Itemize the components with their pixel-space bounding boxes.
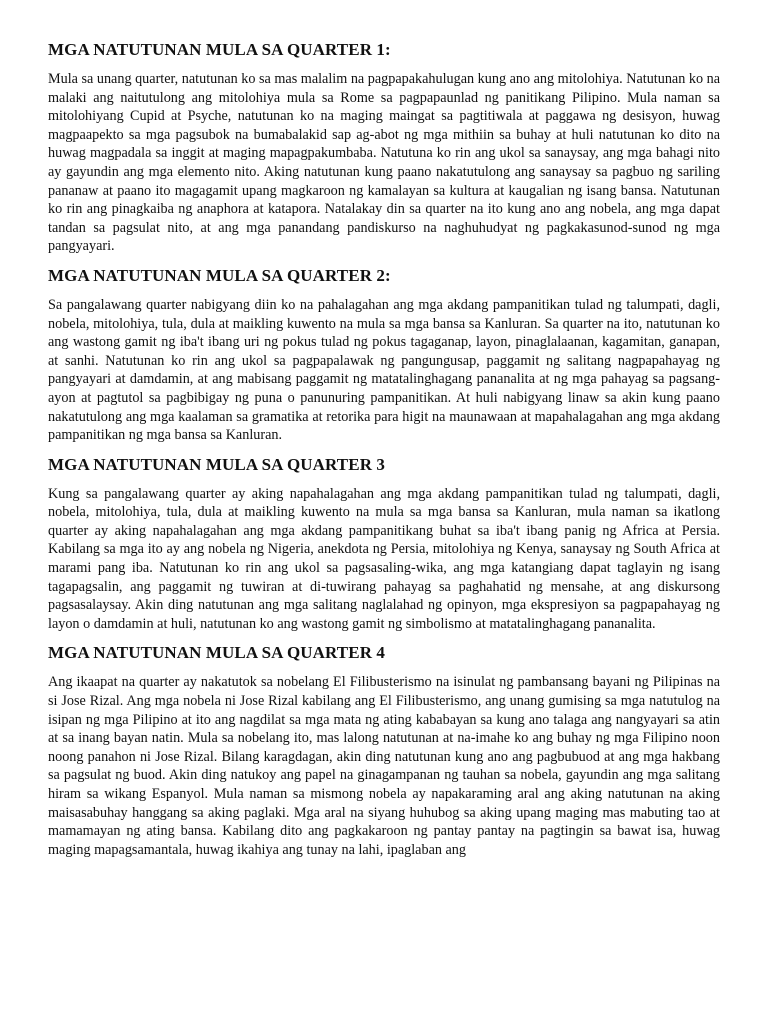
section-quarter-2 <box>48 266 720 445</box>
section-quarter-3 <box>48 455 720 634</box>
section-heading: MGA NATUTUNAN MULA SA QUARTER 1: <box>48 40 391 59</box>
section-heading: MGA NATUTUNAN MULA SA QUARTER 2: <box>48 265 391 285</box>
section-quarter-4 <box>48 643 720 859</box>
section-quarter-1 <box>48 40 720 256</box>
section-paragraph: Ang ikaapat na quarter ay nakatutok sa nobelang El Filibusterismo na isinulat ng pambansang bayani ng Pilipinas na si Jose Rizal. Ang mga nobela ni Jose Rizal kabilang ang El Filibusterismo, ang unang gumising sa mga natutulog na isipan ng mga Pilipino at ito ang nagdilat sa mga mata ng ating kababayan sa kung ano talaga ang nangyayari sa atin at sa inang bayan natin. Mula sa nobelang ito, mas lalong natutunan at na-imahe ko ang buhay ng mga Filipino noon noong panahon ni Jose Rizal. Bilang karagdagan, akin ding natutunan kung ano ang pagbubuod at ang mga hakbang sa pagsulat ng buod. Akin ding natukoy ang papel na ginagampanan ng tauhan sa nobela, gayundin ang mga salitang hiram sa wikang Espanyol. Mula naman sa mismong nobela ay napakaraming aral ang aking natutunan na aking maisasabuhay hanggang sa aking paglaki. Mga aral na siyang huhubog sa aking upang maging mas mabuting tao at mamamayan ng ating bansa. Kabilang dito ang pagkakaroon ng pantay pantay na pagtingin sa bawat isa, huwag maging mapagsamantala, huwag ikahiya ang tunay na lahi, ipaglaban ang <box>48 674 720 858</box>
section-paragraph: Mula sa unang quarter, natutunan ko sa mas malalim na pagpapakahulugan kung ano ang mitolohiya. Natutunan ko na malaki ang naitutulong ang mitolohiya mula sa Rome sa pagpapaunlad ng panitikang Pilipino. Mula naman sa mitolohiyang Cupid at Psyche, natutunan ko na maging maingat sa pagtitiwala at paggawa ng desisyon, huwag magpaapekto sa mga pagsubok na bumabalakid sap ag-abot ng mga mithiin sa buhay at huli natutunan ko dito na huwag magpadala sa inggit at maging mapagpakumbaba. Natutuna ko rin ang ukol sa sanaysay, ang mga bahagi nito ay gayundin ang mga elemento nito. Aking natutunan kung paano nakatutulong ang sanaysay sa pagbuo ng sariling pananaw at paano ito magagamit upang magkaroon ng kamalayan sa kultura at kaugalian ng isang bansa. Natutunan ko rin ang pinagkaiba ng anaphora at katapora. Natalakay din sa quarter na ito kung ano ang nobela, ang mga dapat tandan sa pagsulat nito, at ang mga panandang pandiskurso na naghuhudyat ng pagkakasunod-sunod ng mga pangyayari. <box>48 71 720 255</box>
section-paragraph: Kung sa pangalawang quarter ay aking napahalagahan ang mga akdang pampanitikan tulad ng talumpati, dagli, nobela, mitolohiya, tula, dula at maikling kuwento na mula sa mga bansa sa Kanluran, mula naman sa ikatlong quarter ay aking napahalagahan ang mga akdang pampanitikang buhat sa iba't ibang panig ng Africa at Persia. Kabilang sa mga ito ay ang nobela ng Nigeria, anekdota ng Persia, mitolohiya ng Kenya, sanaysay ng South Africa at marami pang iba. Natutunan ko rin ang ukol sa pagsasaling-wika, ang mga katangiang dapat taglayin ng isang tagapagsalin, ang paggamit ng tuwiran at di-tuwirang pahayag sa paghahatid ng mensahe, at ang diskursong pagsasalaysay. Akin ding natutunan ang mga salitang naglalahad ng opinyon, mga ekspresiyon sa pagpapahayag ng layon o damdamin at huli, natutunan ko ang wastong gamit ng simbolismo at matatalinghagang pananalita. <box>48 485 720 632</box>
section-paragraph: Sa pangalawang quarter nabigyang diin ko na pahalagahan ang mga akdang pampanitikan tulad ng talumpati, dagli, nobela, mitolohiya, tula, dula at maikling kuwento na mula sa mga bansa sa Kanluran. Sa quarter na ito, natutunan ko ang wastong gamit ng iba't ibang uri ng pokus tulad ng pokus tagaganap, layon, pinaglalaanan, kagamitan, ganapan, at sanhi. Natutunan ko rin ang ukol sa pagpapalawak ng pangungusap, paggamit ng salitang nagpapahayag ng pangyayari at damdamin, at ang mabisang paggamit ng matatalinghagang pananalita at ng mga pahayag sa pagsang-ayon at pagtutol sa pagbibigay ng puna o panunuring pampanitikan. At huli nabigyang linaw sa akin kung paano nakatutulong ang mga kaalaman sa gramatika at retorika para higit na maunawaan at mapahalagahan ang mga akdang pampanitikan ng mga bansa sa Kanluran. <box>48 296 720 444</box>
section-heading: MGA NATUTUNAN MULA SA QUARTER 4 <box>48 643 386 663</box>
section-heading: MGA NATUTUNAN MULA SA QUARTER 3 <box>48 454 386 474</box>
